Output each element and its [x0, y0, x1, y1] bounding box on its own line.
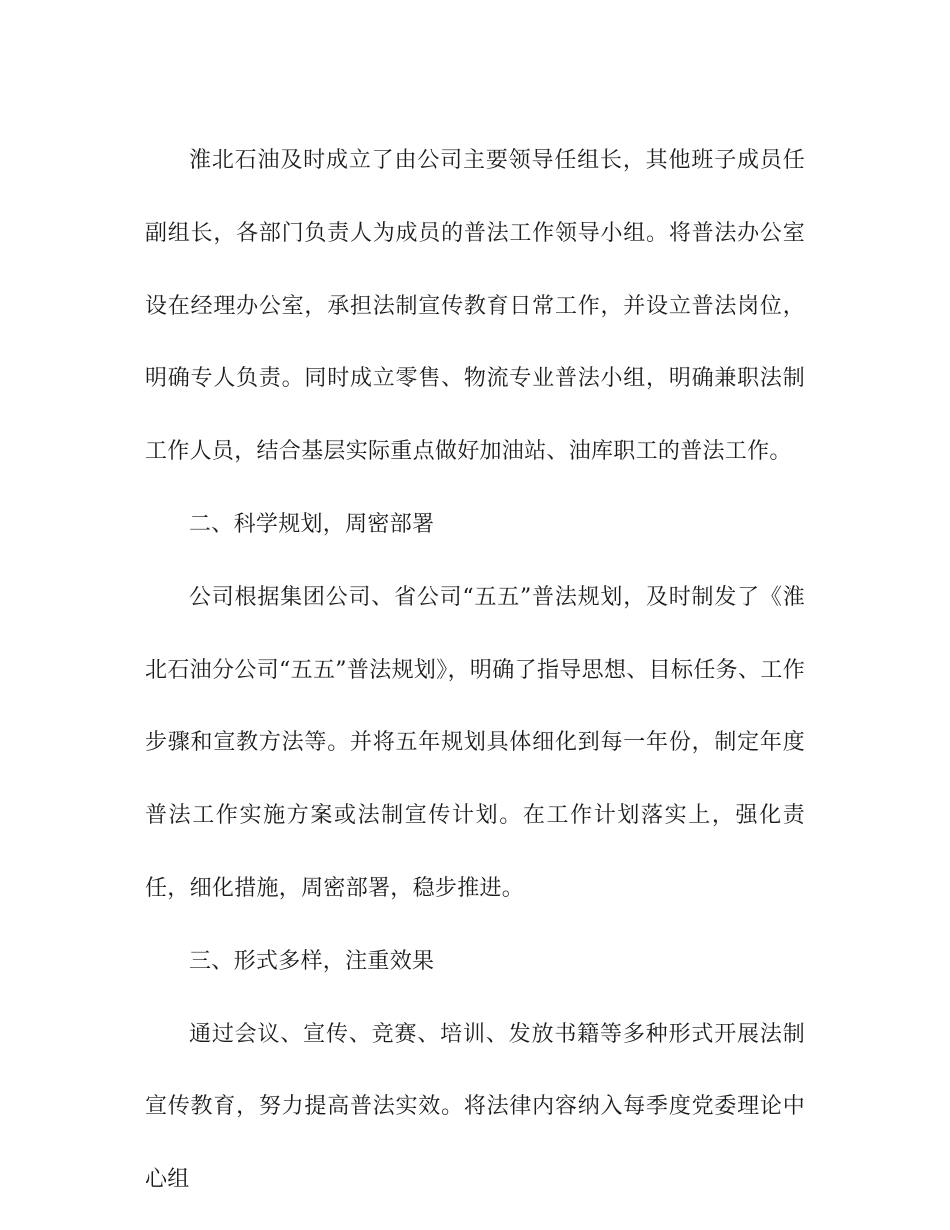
section-heading-forms: 三、形式多样，注重效果: [189, 948, 435, 974]
paragraph-planning: 公司根据集团公司、省公司“五五”普法规划，及时制发了《淮北石油分公司“五五”普法规划》，明确了指导思想、目标任务、工作步骤和宣教方法等。并将五年规划具体细化到每一年份，制定年度普法工作实施方案或法制宣传计划。在工作计划落实上，强化责任，细化措施，周密部署，稳步推进。: [145, 584, 805, 901]
paragraph-leading-group: 淮北石油及时成立了由公司主要领导任组长，其他班子成员任副组长，各部门负责人为成员的普法工作领导小组。将普法办公室设在经理办公室，承担法制宣传教育日常工作，并设立普法岗位，明确专人负责。同时成立零售、物流专业普法小组，明确兼职法制工作人员，结合基层实际重点做好加油站、油库职工的普法工作。: [145, 148, 805, 465]
paragraph-forms: 通过会议、宣传、竞赛、培训、发放书籍等多种形式开展法制宣传教育，努力提高普法实效。将法律内容纳入每季度党委理论中心组: [145, 1021, 805, 1193]
section-heading-planning: 二、科学规划，周密部署: [189, 511, 435, 537]
document-body: [145, 125, 805, 1217]
